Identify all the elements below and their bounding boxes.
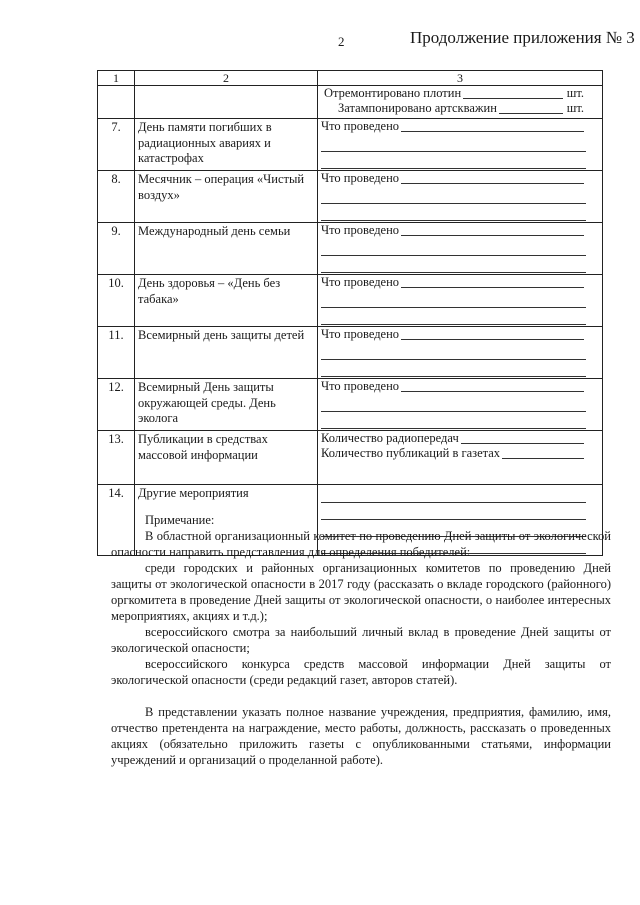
row-info-cell [318, 171, 603, 223]
blank-fill-line [321, 346, 586, 360]
report-line-label: Что проведено [321, 275, 400, 290]
note-final-paragraph: В представлении указать полное название учреждения, предприятия, фамилию, имя, отчество претендента на награждение, место работы, должность, рассказать о проведенных акциях (обязательно приложить газеты с опубликованными статьями, информации учреждений и организаций о проделанной работе). [111, 705, 611, 767]
row-name-cell: Международный день семьи [135, 223, 318, 275]
blank-fill-line [321, 242, 586, 256]
report-line-label: Что проведено [321, 171, 400, 186]
row-info-cell [318, 431, 603, 485]
fill-line [401, 183, 584, 184]
report-line-label: Количество публикаций в газетах [321, 446, 501, 461]
row-name-cell: День здоровья – «День без табака» [135, 275, 318, 327]
blank-fill-line [321, 311, 586, 325]
blank-fill-line [321, 155, 586, 169]
note-paragraph: среди городских и районных организационных комитетов по проведению Дней защиты от экологической опасности в 2017 году (рассказать о вкладе городского (районного) оргкомитета в проведение Дней защиты от экологической опасности, о наиболее интересных мероприятиях, акциях и т.д.); [111, 561, 611, 623]
report-line-label: Что проведено [321, 223, 400, 238]
fill-line [461, 443, 584, 444]
row-name-cell: Месячник – операция «Чистый воздух» [135, 171, 318, 223]
fill-line [401, 391, 584, 392]
row-info-cell [318, 327, 603, 379]
row-info-cell [318, 223, 603, 275]
fill-line [502, 458, 584, 459]
report-line [321, 172, 588, 187]
blank-fill-line [321, 138, 586, 152]
blank-fill-line [321, 207, 586, 221]
note-paragraph: всероссийского смотра за наибольший личный вклад в проведение Дней защиты от экологической опасности; [111, 625, 611, 655]
row-info-cell [318, 119, 603, 171]
fill-line [401, 131, 584, 132]
column-header-2: 2 [135, 71, 318, 86]
table-row [98, 327, 603, 379]
row-name-cell: Публикации в средствах массовой информации [135, 431, 318, 485]
report-line-label: Что проведено [321, 119, 400, 134]
report-line-label: Что проведено [321, 379, 400, 394]
row-name-cell: Другие мероприятия [135, 485, 318, 556]
page-header-title: Продолжение приложения № 3 [410, 28, 635, 47]
table-row [98, 379, 603, 431]
row-name-cell: День памяти погибших в радиационных авариях и катастрофах [135, 119, 318, 171]
report-line-label: Отремонтировано плотин [324, 86, 462, 101]
page-number: 2 [338, 34, 345, 49]
column-header-3: 3 [318, 71, 603, 86]
row-name-cell [135, 86, 318, 119]
report-line [321, 380, 588, 395]
row-name-cell: Всемирный День защиты окружающей среды. День эколога [135, 379, 318, 431]
report-line [321, 224, 588, 239]
report-line [321, 447, 588, 462]
note-section [111, 512, 611, 768]
report-line [321, 120, 588, 135]
note-label: Примечание: [145, 513, 215, 527]
note-paragraph: всероссийского конкурса средств массовой информации Дней защиты от экологической опасности (среди редакций газет, авторов статей). [111, 657, 611, 687]
report-line-label: Что проведено [321, 327, 400, 342]
blank-fill-line [321, 398, 586, 412]
report-line [321, 328, 588, 343]
row-name-cell: Всемирный день защиты детей [135, 327, 318, 379]
report-line [324, 87, 584, 102]
note-paragraph: В областной организационный комитет по проведению Дней защиты от экологической опасности направить представления для определения победителей: [111, 529, 611, 559]
blank-fill-line [321, 489, 586, 503]
row-info-cell [318, 379, 603, 431]
report-line-label: Количество радиопередач [321, 431, 459, 446]
unit-label: шт. [566, 86, 584, 101]
row-number-cell: 7. [98, 119, 135, 171]
row-number-cell: 14. [98, 485, 135, 556]
table-row [98, 171, 603, 223]
blank-fill-line [321, 294, 586, 308]
blank-fill-line [321, 363, 586, 377]
row-number-cell: 8. [98, 171, 135, 223]
table-row [98, 431, 603, 485]
fill-line [499, 113, 563, 114]
events-table [97, 70, 603, 556]
table-column-header-row [98, 71, 603, 86]
row-info-cell [318, 275, 603, 327]
report-line [324, 102, 584, 117]
row-number-cell: 10. [98, 275, 135, 327]
report-line-label: Затампонировано артскважин [338, 101, 497, 116]
blank-fill-line [321, 259, 586, 273]
report-line [321, 276, 588, 291]
row-info-cell [318, 86, 603, 119]
blank-fill-line [321, 190, 586, 204]
fill-line [401, 339, 584, 340]
report-line [321, 432, 588, 447]
row-number-cell [98, 86, 135, 119]
fill-line [401, 235, 584, 236]
row-number-cell: 13. [98, 431, 135, 485]
table-row [98, 119, 603, 171]
table-row [98, 275, 603, 327]
unit-label: шт. [566, 101, 584, 116]
blank-fill-line [321, 415, 586, 429]
fill-line [401, 287, 584, 288]
column-header-1: 1 [98, 71, 135, 86]
table-row-continuation [98, 86, 603, 119]
row-number-cell: 12. [98, 379, 135, 431]
table-row [98, 223, 603, 275]
fill-line [463, 98, 563, 99]
row-number-cell: 11. [98, 327, 135, 379]
row-number-cell: 9. [98, 223, 135, 275]
